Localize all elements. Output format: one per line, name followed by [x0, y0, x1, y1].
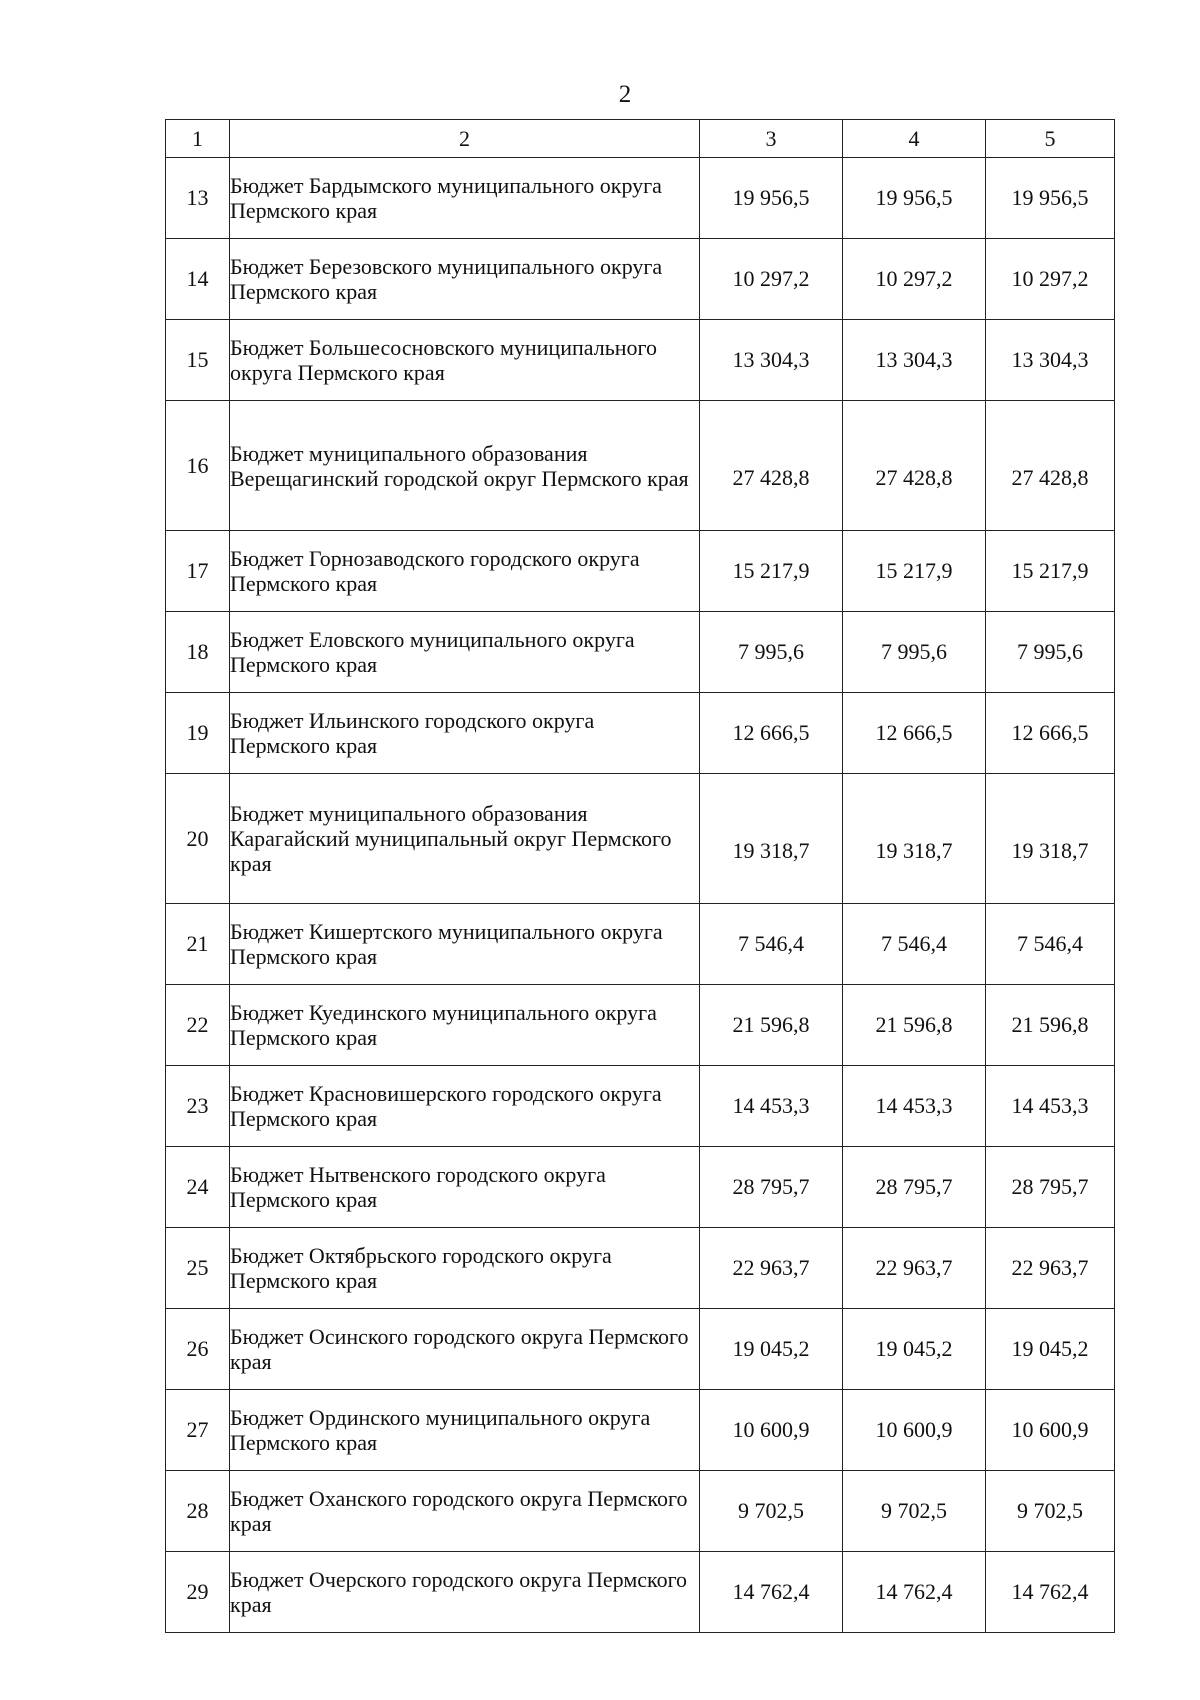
- value-col4-cell: 19 045,2: [843, 1309, 986, 1390]
- value-col5-cell: 9 702,5: [986, 1471, 1115, 1552]
- budget-name-cell: Бюджет Оханского городского округа Пермского края: [230, 1471, 700, 1552]
- value-col4-cell: 28 795,7: [843, 1147, 986, 1228]
- value-col4-cell: 14 762,4: [843, 1552, 986, 1633]
- row-number-cell: 27: [166, 1390, 230, 1471]
- budget-name-cell: Бюджет Ильинского городского округа Пермского края: [230, 693, 700, 774]
- value-col5-cell: 21 596,8: [986, 985, 1115, 1066]
- row-number-cell: 19: [166, 693, 230, 774]
- value-col3-cell: 12 666,5: [700, 693, 843, 774]
- page-number: 2: [618, 81, 632, 108]
- value-col3-cell: 14 453,3: [700, 1066, 843, 1147]
- row-number-cell: 16: [166, 401, 230, 531]
- column-header: 5: [986, 120, 1115, 158]
- table-row: [166, 239, 1115, 320]
- value-col5-cell: 15 217,9: [986, 531, 1115, 612]
- budget-name-cell: Бюджет муниципального образования Верещагинский городской округ Пермского края: [230, 401, 700, 531]
- value-col4-cell: 7 546,4: [843, 904, 986, 985]
- row-number-cell: 20: [166, 774, 230, 904]
- table-row: [166, 1309, 1115, 1390]
- budget-table-body: [166, 120, 1115, 1633]
- budget-name-cell: Бюджет Большесосновского муниципального округа Пермского края: [230, 320, 700, 401]
- value-col5-cell: 22 963,7: [986, 1228, 1115, 1309]
- value-col5-cell: 14 453,3: [986, 1066, 1115, 1147]
- value-col5-cell: 7 546,4: [986, 904, 1115, 985]
- table-row: [166, 1390, 1115, 1471]
- column-number-row: [166, 120, 1115, 158]
- value-col4-cell: 10 297,2: [843, 239, 986, 320]
- value-col3-cell: 19 318,7: [700, 774, 843, 904]
- budget-name-cell: Бюджет Бардымского муниципального округа Пермского края: [230, 158, 700, 239]
- budget-name-cell: Бюджет Горнозаводского городского округа Пермского края: [230, 531, 700, 612]
- table-row: [166, 1228, 1115, 1309]
- budget-name-cell: Бюджет Березовского муниципального округа Пермского края: [230, 239, 700, 320]
- table-row: [166, 904, 1115, 985]
- value-col4-cell: 9 702,5: [843, 1471, 986, 1552]
- budget-name-cell: Бюджет Еловского муниципального округа Пермского края: [230, 612, 700, 693]
- value-col5-cell: 12 666,5: [986, 693, 1115, 774]
- table-row: [166, 401, 1115, 531]
- table-row: [166, 1147, 1115, 1228]
- column-header: 4: [843, 120, 986, 158]
- value-col4-cell: 10 600,9: [843, 1390, 986, 1471]
- value-col4-cell: 14 453,3: [843, 1066, 986, 1147]
- row-number-cell: 28: [166, 1471, 230, 1552]
- table-row: [166, 612, 1115, 693]
- row-number-cell: 22: [166, 985, 230, 1066]
- value-col4-cell: 7 995,6: [843, 612, 986, 693]
- value-col3-cell: 21 596,8: [700, 985, 843, 1066]
- value-col3-cell: 28 795,7: [700, 1147, 843, 1228]
- value-col3-cell: 10 297,2: [700, 239, 843, 320]
- value-col4-cell: 27 428,8: [843, 401, 986, 531]
- budget-name-cell: Бюджет муниципального образования Карагайский муниципальный округ Пермского края: [230, 774, 700, 904]
- column-header: 3: [700, 120, 843, 158]
- value-col5-cell: 10 297,2: [986, 239, 1115, 320]
- value-col3-cell: 7 546,4: [700, 904, 843, 985]
- row-number-cell: 25: [166, 1228, 230, 1309]
- budget-name-cell: Бюджет Очерского городского округа Пермского края: [230, 1552, 700, 1633]
- budget-name-cell: Бюджет Куединского муниципального округа Пермского края: [230, 985, 700, 1066]
- table-row: [166, 158, 1115, 239]
- value-col5-cell: 7 995,6: [986, 612, 1115, 693]
- value-col3-cell: 7 995,6: [700, 612, 843, 693]
- value-col3-cell: 22 963,7: [700, 1228, 843, 1309]
- table-row: [166, 1552, 1115, 1633]
- row-number-cell: 26: [166, 1309, 230, 1390]
- value-col3-cell: 27 428,8: [700, 401, 843, 531]
- value-col3-cell: 15 217,9: [700, 531, 843, 612]
- table-row: [166, 531, 1115, 612]
- table-row: [166, 693, 1115, 774]
- value-col5-cell: 19 318,7: [986, 774, 1115, 904]
- table-row: [166, 1471, 1115, 1552]
- value-col4-cell: 15 217,9: [843, 531, 986, 612]
- budget-name-cell: Бюджет Ординского муниципального округа Пермского края: [230, 1390, 700, 1471]
- budget-name-cell: Бюджет Осинского городского округа Пермского края: [230, 1309, 700, 1390]
- budget-name-cell: Бюджет Кишертского муниципального округа Пермского края: [230, 904, 700, 985]
- row-number-cell: 17: [166, 531, 230, 612]
- row-number-cell: 21: [166, 904, 230, 985]
- value-col4-cell: 21 596,8: [843, 985, 986, 1066]
- value-col5-cell: 13 304,3: [986, 320, 1115, 401]
- value-col5-cell: 19 956,5: [986, 158, 1115, 239]
- row-number-cell: 24: [166, 1147, 230, 1228]
- value-col4-cell: 13 304,3: [843, 320, 986, 401]
- row-number-cell: 13: [166, 158, 230, 239]
- value-col4-cell: 19 956,5: [843, 158, 986, 239]
- row-number-cell: 23: [166, 1066, 230, 1147]
- value-col5-cell: 10 600,9: [986, 1390, 1115, 1471]
- value-col5-cell: 14 762,4: [986, 1552, 1115, 1633]
- table-row: [166, 1066, 1115, 1147]
- budget-name-cell: Бюджет Октябрьского городского округа Пермского края: [230, 1228, 700, 1309]
- value-col5-cell: 28 795,7: [986, 1147, 1115, 1228]
- row-number-cell: 15: [166, 320, 230, 401]
- value-col3-cell: 10 600,9: [700, 1390, 843, 1471]
- value-col3-cell: 19 045,2: [700, 1309, 843, 1390]
- budget-name-cell: Бюджет Красновишерского городского округа Пермского края: [230, 1066, 700, 1147]
- value-col5-cell: 27 428,8: [986, 401, 1115, 531]
- budget-table: [165, 119, 1115, 1633]
- budget-name-cell: Бюджет Нытвенского городского округа Пермского края: [230, 1147, 700, 1228]
- value-col4-cell: 22 963,7: [843, 1228, 986, 1309]
- value-col4-cell: 19 318,7: [843, 774, 986, 904]
- value-col3-cell: 19 956,5: [700, 158, 843, 239]
- value-col3-cell: 13 304,3: [700, 320, 843, 401]
- row-number-cell: 18: [166, 612, 230, 693]
- value-col3-cell: 9 702,5: [700, 1471, 843, 1552]
- row-number-cell: 14: [166, 239, 230, 320]
- column-header: 2: [230, 120, 700, 158]
- table-row: [166, 774, 1115, 904]
- value-col5-cell: 19 045,2: [986, 1309, 1115, 1390]
- table-row: [166, 320, 1115, 401]
- table-row: [166, 985, 1115, 1066]
- value-col3-cell: 14 762,4: [700, 1552, 843, 1633]
- value-col4-cell: 12 666,5: [843, 693, 986, 774]
- column-header: 1: [166, 120, 230, 158]
- row-number-cell: 29: [166, 1552, 230, 1633]
